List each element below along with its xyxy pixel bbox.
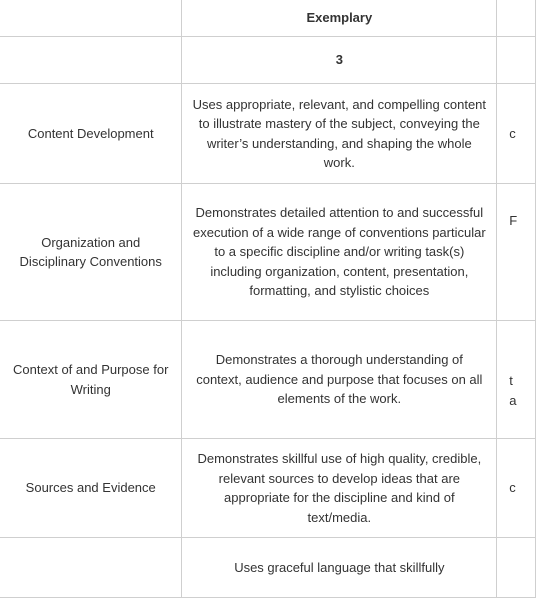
criterion-cell: Sources and Evidence bbox=[0, 439, 182, 538]
next-column-fragment: t a bbox=[497, 321, 536, 439]
score-row bbox=[0, 37, 536, 84]
next-column-fragment: c bbox=[497, 439, 536, 538]
next-column-fragment: c bbox=[497, 84, 536, 184]
exemplary-description: Uses graceful language that skillfully bbox=[182, 538, 497, 598]
level-name-header: Exemplary bbox=[182, 0, 497, 37]
exemplary-description: Uses appropriate, relevant, and compelling content to illustrate mastery of the subject, conveying the writer’s understanding, and shaping the whole work. bbox=[182, 84, 497, 184]
next-column-fragment: F bbox=[497, 184, 536, 321]
next-level-header-cutoff bbox=[497, 0, 536, 37]
level-score-header: 3 bbox=[182, 37, 497, 84]
criterion-header-blank bbox=[0, 0, 182, 37]
rubric-row-partial bbox=[0, 538, 536, 598]
next-column-fragment bbox=[497, 538, 536, 598]
criterion-cell: Organization and Disciplinary Conventions bbox=[0, 184, 182, 321]
exemplary-description: Demonstrates a thorough understanding of context, audience and purpose that focuses on all elements of the work. bbox=[182, 321, 497, 439]
exemplary-description: Demonstrates detailed attention to and successful execution of a wide range of conventions particular to a specific discipline and/or writing task(s) including organization, content, presentation, formatting, and stylistic choices bbox=[182, 184, 497, 321]
header-row bbox=[0, 0, 536, 37]
next-score-header-cutoff bbox=[497, 37, 536, 84]
criterion-cell bbox=[0, 538, 182, 598]
rubric-row bbox=[0, 439, 536, 538]
rubric-row bbox=[0, 84, 536, 184]
rubric-row bbox=[0, 321, 536, 439]
rubric-row bbox=[0, 184, 536, 321]
criterion-cell: Context of and Purpose for Writing bbox=[0, 321, 182, 439]
exemplary-description: Demonstrates skillful use of high quality, credible, relevant sources to develop ideas that are appropriate for the discipline and kind of text/media. bbox=[182, 439, 497, 538]
criterion-cell: Content Development bbox=[0, 84, 182, 184]
criterion-score-blank bbox=[0, 37, 182, 84]
